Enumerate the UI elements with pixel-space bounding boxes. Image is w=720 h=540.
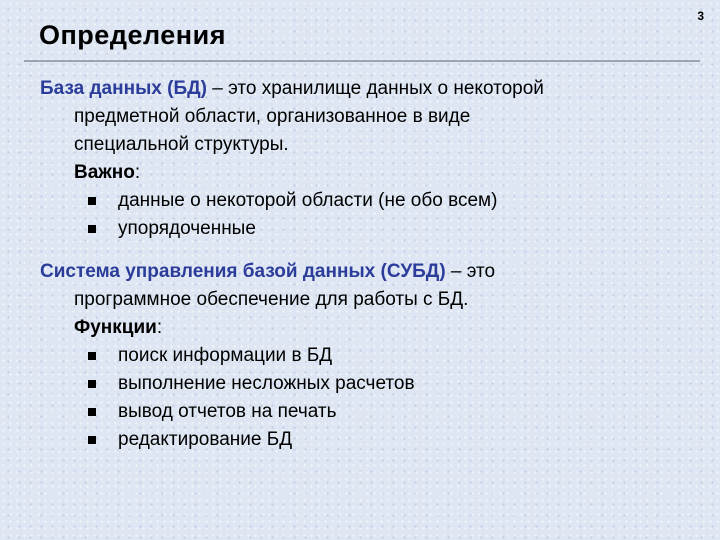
list-item-text: выполнение несложных расчетов xyxy=(118,373,415,394)
square-bullet-icon xyxy=(88,352,96,360)
db-definition-first-line xyxy=(40,75,690,103)
db-definition-text: – это хранилище данных о некоторой xyxy=(207,78,544,99)
dbms-functions-list xyxy=(40,342,690,454)
db-definition-line: специальной структуры. xyxy=(74,134,289,155)
slide-number: 3 xyxy=(697,9,704,23)
list-item xyxy=(88,398,690,426)
db-note-list xyxy=(40,187,690,243)
list-item-text: поиск информации в БД xyxy=(118,345,333,366)
square-bullet-icon xyxy=(88,225,96,233)
db-term: База данных (БД) xyxy=(40,78,207,99)
dbms-functions-heading-line xyxy=(40,314,690,342)
dbms-definition-line: программное обеспечение для работы с БД. xyxy=(74,289,469,310)
list-item-text: данные о некоторой области (не обо всем) xyxy=(118,190,498,211)
list-item-text: упорядоченные xyxy=(118,218,256,239)
db-definition-line: предметной области, организованное в виде xyxy=(74,106,471,127)
db-note-heading: Важно xyxy=(74,162,135,183)
dbms-definition-first-line xyxy=(40,258,690,286)
slide-body xyxy=(40,75,690,454)
list-item xyxy=(88,215,690,243)
title-divider xyxy=(24,60,700,62)
dbms-functions-heading: Функции xyxy=(74,317,157,338)
list-item xyxy=(88,426,690,454)
list-item xyxy=(88,342,690,370)
dbms-term: Система управления базой данных (СУБД) xyxy=(40,261,446,282)
square-bullet-icon xyxy=(88,380,96,388)
db-note-heading-line xyxy=(40,159,690,187)
square-bullet-icon xyxy=(88,408,96,416)
square-bullet-icon xyxy=(88,436,96,444)
db-note-colon: : xyxy=(134,162,141,183)
dbms-functions-colon: : xyxy=(156,317,163,338)
square-bullet-icon xyxy=(88,197,96,205)
dbms-definition xyxy=(40,258,690,454)
list-item xyxy=(88,187,690,215)
slide-title: Определения xyxy=(39,20,226,50)
db-definition xyxy=(40,75,690,243)
list-item-text: вывод отчетов на печать xyxy=(118,401,337,422)
list-item xyxy=(88,370,690,398)
list-item-text: редактирование БД xyxy=(118,429,293,450)
dbms-definition-text: – это xyxy=(445,261,496,282)
